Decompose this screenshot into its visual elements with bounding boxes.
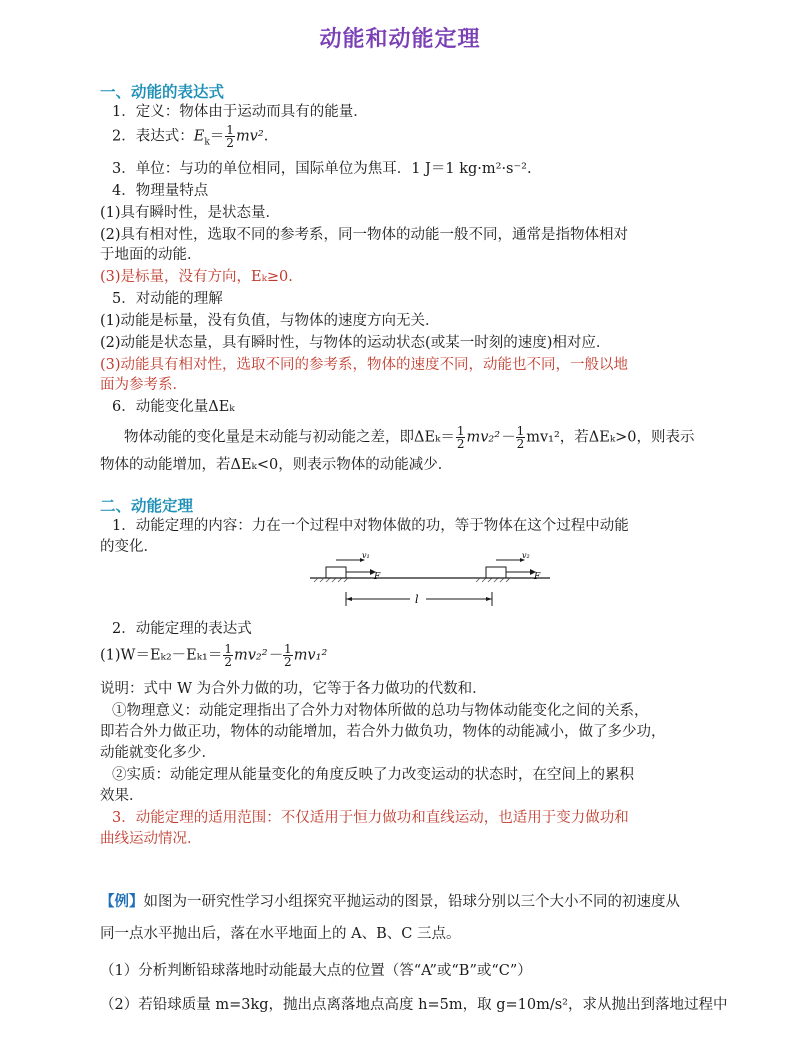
expression-prefix: 2．表达式：: [112, 128, 194, 145]
distance-arrowhead-right: [486, 597, 492, 601]
motion-diagram: [300, 548, 560, 618]
essence-a: ②实质：动能定理从能量变化的角度反映了力改变运动的状态时，在空间上的累积: [112, 767, 634, 783]
meaning-a: ①物理意义：动能定理指出了合外力对物体所做的总功与物体动能变化之间的关系，: [112, 703, 649, 719]
understand-2: (2)动能是状态量，具有瞬时性，与物体的运动状态(或某一时刻的速度)相对应．: [100, 335, 611, 351]
velocity-label-2: v₂: [522, 551, 530, 560]
example-text-a: 如图为一研究性学习小组探究平抛运动的图景，铅球分别以三个大小不同的初速度从: [143, 894, 680, 910]
definition-line: 1．定义：物体由于运动而具有的能量．: [112, 104, 368, 120]
feature-heading: 4．物理量特点: [112, 183, 209, 199]
delta-frac1-den: 2: [456, 437, 465, 451]
theorem-frac2-den: 2: [284, 655, 292, 669]
theorem-formula-lhs: (1)W＝Eₖ₂－Eₖ₁＝: [100, 647, 223, 664]
fraction-half: [225, 124, 235, 149]
scope-b: 曲线运动情况．: [100, 831, 202, 847]
understand-1: (1)动能是标量，没有负值，与物体的速度方向无关．: [100, 313, 440, 329]
delta-line-a: [124, 425, 695, 450]
theorem-fraction-1: [223, 643, 233, 668]
theorem-frac1-den: 2: [224, 655, 232, 669]
section-heading-kinetic-energy: 一、动能的表达式: [100, 83, 225, 101]
expression-heading: 2．动能定理的表达式: [112, 621, 252, 637]
theorem-term-2: mv₁²: [293, 647, 328, 664]
theorem-fraction-2: [283, 643, 293, 668]
expression-rhs: mv²: [235, 128, 264, 145]
velocity-label-1: v₁: [362, 551, 370, 560]
delta-text-a: 物体动能的变化量是末动能与初动能之差，即ΔEₖ＝: [124, 429, 455, 446]
theorem-content-a: 1．动能定理的内容：力在一个过程中对物体做的功，等于物体在这个过程中动能: [112, 518, 629, 534]
expression-end: .: [263, 128, 269, 145]
delta-term-2: mv₁²，若ΔEₖ>0，则表示: [526, 429, 695, 446]
scope-a: 3．动能定理的适用范围：不仅适用于恒力做功和直线运动，也适用于变力做功和: [112, 810, 629, 826]
delta-term-1: mv₂²－: [466, 429, 515, 446]
explain-line: 说明：式中 W 为合外力做的功，它等于各力做功的代数和．: [100, 681, 487, 697]
theorem-content-b: 的变化．: [100, 539, 158, 555]
feature-1: (1)具有瞬时性，是状态量．: [100, 205, 281, 221]
example-question-b: 同一点水平抛出后，落在水平地面上的 A、B、C 三点。: [100, 926, 461, 942]
example-part-2: （2）若铅球质量 m=3kg，抛出点离落地点高度 h=5m，取 g=10m/s²，求从抛出到落地过程中: [100, 997, 728, 1013]
expression-lhs: E: [193, 128, 205, 145]
meaning-c: 动能就变化多少．: [100, 745, 216, 761]
delta-frac1-num: 1: [456, 424, 465, 438]
expression-lhs-sub: k: [204, 137, 210, 148]
block-end: [486, 567, 506, 578]
delta-heading: 6．动能变化量ΔEₖ: [112, 399, 235, 415]
understand-3a: (3)动能具有相对性，选取不同的参考系，物体的速度不同，动能也不同，一般以地: [100, 357, 629, 373]
expression-eq: ＝: [209, 128, 225, 145]
feature-2b: 于地面的动能．: [100, 247, 202, 263]
theorem-frac1-num: 1: [224, 642, 232, 656]
delta-line-b: 物体的动能增加，若ΔEₖ<0，则表示物体的动能减少．: [100, 457, 453, 473]
page-title: 动能和动能定理: [319, 27, 481, 52]
example-part-1: （1）分析判断铅球落地时动能最大点的位置（答“A”或“B”或“C”）: [100, 963, 532, 979]
expression-line: [112, 124, 268, 151]
understand-heading: 5．对动能的理解: [112, 291, 223, 307]
distance-label: l: [415, 593, 419, 606]
fraction-denominator: 2: [226, 136, 234, 150]
section-heading-theorem: 二、动能定理: [100, 497, 194, 515]
feature-2a: (2)具有相对性，选取不同的参考系，同一物体的动能一般不同，通常是指物体相对: [100, 227, 629, 243]
unit-line: 3．单位：与功的单位相同，国际单位为焦耳．1 J＝1 kg·m²·s⁻².: [112, 161, 532, 177]
force-label-2: F: [534, 572, 541, 582]
delta-fraction-2: [516, 425, 526, 450]
meaning-b: 即若合外力做正功，物体的动能增加，若合外力做负功，物体的动能减小，做了多少功，: [100, 724, 666, 740]
essence-b: 效果．: [100, 788, 144, 804]
theorem-term-1: mv₂²－: [233, 647, 283, 664]
delta-frac2-den: 2: [516, 437, 525, 451]
feature-3: (3)是标量，没有方向，Eₖ≥0.: [100, 269, 293, 285]
example-question-a: [100, 893, 680, 911]
example-tag: 【例】: [100, 893, 144, 910]
force-label-1: F: [374, 572, 381, 582]
understand-3b: 面为参考系．: [100, 377, 187, 393]
block-start: [326, 567, 346, 578]
theorem-formula: [100, 643, 327, 668]
theorem-frac2-num: 1: [284, 642, 292, 656]
delta-frac2-num: 1: [516, 424, 525, 438]
delta-fraction-1: [456, 425, 466, 450]
distance-arrowhead-left: [346, 597, 352, 601]
fraction-numerator: 1: [226, 123, 234, 137]
